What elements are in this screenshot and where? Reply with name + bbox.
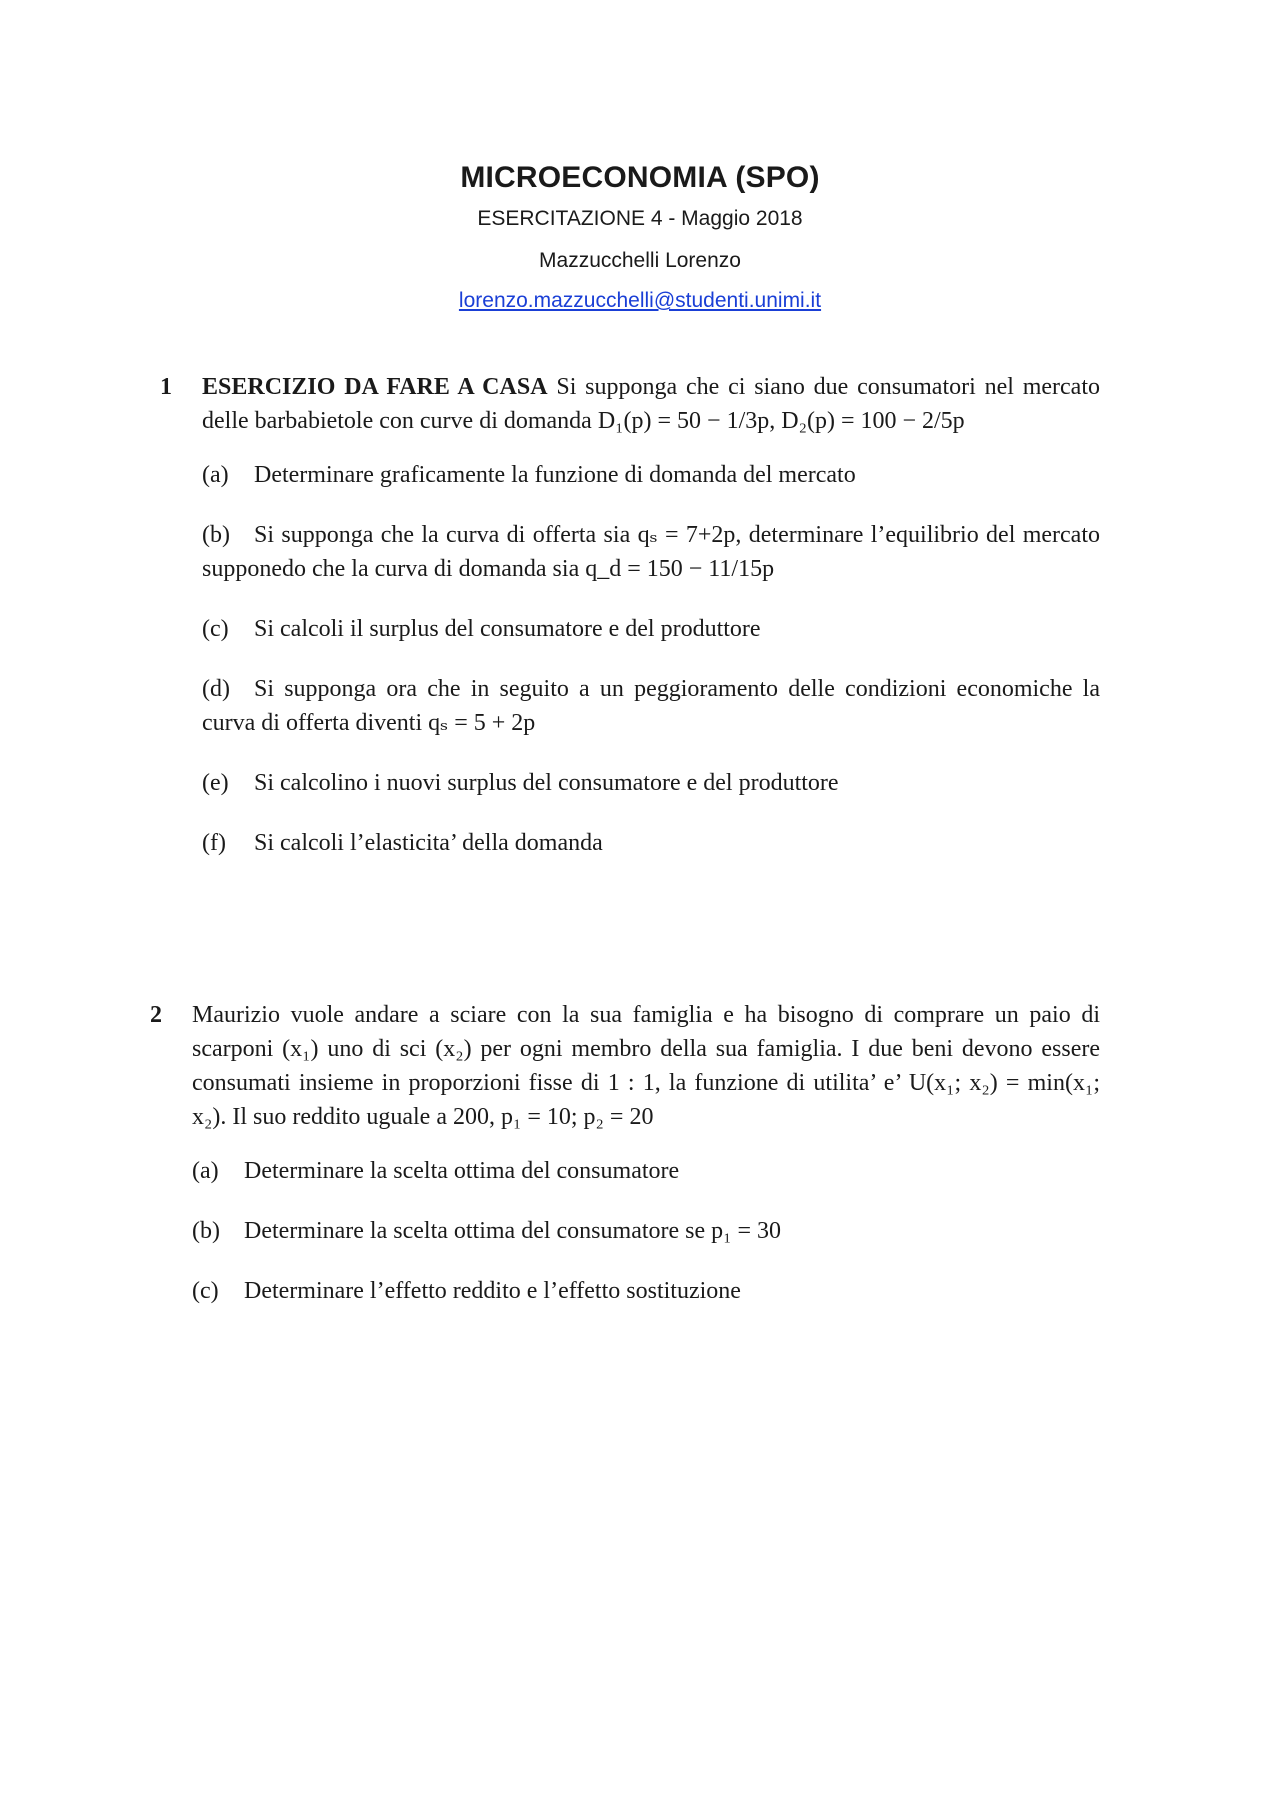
exercise-1-heading: ESERCIZIO DA FARE A CASA: [202, 374, 548, 400]
exercise-1-text: Si supponga che ci siano due consumatori nel mercato delle barbabietole con curve di domanda D₁(p) = 50 − 1/3p, D₂(p) = 100 − 2/5p: [202, 374, 1100, 434]
exercise-1: [160, 370, 1100, 886]
item-label: (b): [202, 522, 230, 548]
document-subtitle: ESERCITAZIONE 4 - Maggio 2018: [477, 207, 803, 230]
exercise-1-item-d: [202, 672, 1100, 740]
item-label: (e): [202, 770, 229, 796]
exercise-1-item-a: [202, 458, 1100, 492]
item-text: Determinare la scelta ottima del consumatore se p₁ = 30: [244, 1218, 782, 1244]
exercise-1-item-e: [202, 766, 1100, 800]
document-header: [0, 160, 1280, 314]
exercise-2: [150, 998, 1100, 1334]
document-title: MICROECONOMIA (SPO): [460, 161, 820, 194]
item-text: Si calcoli il surplus del consumatore e del produttore: [254, 616, 761, 642]
item-text: Si supponga ora che in seguito a un peggioramento delle condizioni economiche la curva di offerta diventi qₛ = 5 + 2p: [202, 676, 1100, 736]
exercise-2-item-a: [192, 1154, 1100, 1188]
exercise-2-text: Maurizio vuole andare a sciare con la sua famiglia e ha bisogno di comprare un paio di scarponi (x₁) uno di sci (x₂) per ogni membro della sua famiglia. I due beni devono essere consumati insieme in proporzioni fisse di 1 : 1, la funzione di utilita’ e’ U(x₁; x₂) = min(x₁; x₂). Il suo reddito uguale a 200, p₁ = 10; p₂ = 20: [192, 1002, 1100, 1130]
item-text: Determinare graficamente la funzione di domanda del mercato: [254, 462, 856, 488]
exercise-2-number: 2: [150, 1002, 162, 1028]
exercise-1-item-f: [202, 826, 1100, 860]
exercise-1-item-b: [202, 518, 1100, 586]
item-label: (c): [202, 616, 229, 642]
exercise-2-items: [150, 1154, 1100, 1308]
item-text: Si calcolino i nuovi surplus del consumatore e del produttore: [254, 770, 839, 796]
item-label: (d): [202, 676, 230, 702]
exercise-1-items: [160, 458, 1100, 860]
exercise-1-statement: [160, 370, 1100, 438]
exercise-2-item-b: [192, 1214, 1100, 1248]
author-name: Mazzucchelli Lorenzo: [539, 249, 741, 272]
item-label: (c): [192, 1278, 219, 1304]
author-email-link[interactable]: lorenzo.mazzucchelli@studenti.unimi.it: [458, 289, 822, 312]
item-label: (b): [192, 1218, 220, 1244]
item-text: Si supponga che la curva di offerta sia qₛ = 7+2p, determinare l’equilibrio del mercato supponedo che la curva di domanda sia q_d = 150 − 11/15p: [202, 522, 1100, 582]
item-label: (f): [202, 830, 226, 856]
exercise-1-number: 1: [160, 374, 172, 400]
exercise-1-item-c: [202, 612, 1100, 646]
item-text: Si calcoli l’elasticita’ della domanda: [254, 830, 603, 856]
exercise-2-item-c: [192, 1274, 1100, 1308]
item-text: Determinare la scelta ottima del consumatore: [244, 1158, 680, 1184]
item-label: (a): [192, 1158, 219, 1184]
item-label: (a): [202, 462, 229, 488]
exercise-2-statement: [150, 998, 1100, 1134]
item-text: Determinare l’effetto reddito e l’effetto sostituzione: [244, 1278, 741, 1304]
